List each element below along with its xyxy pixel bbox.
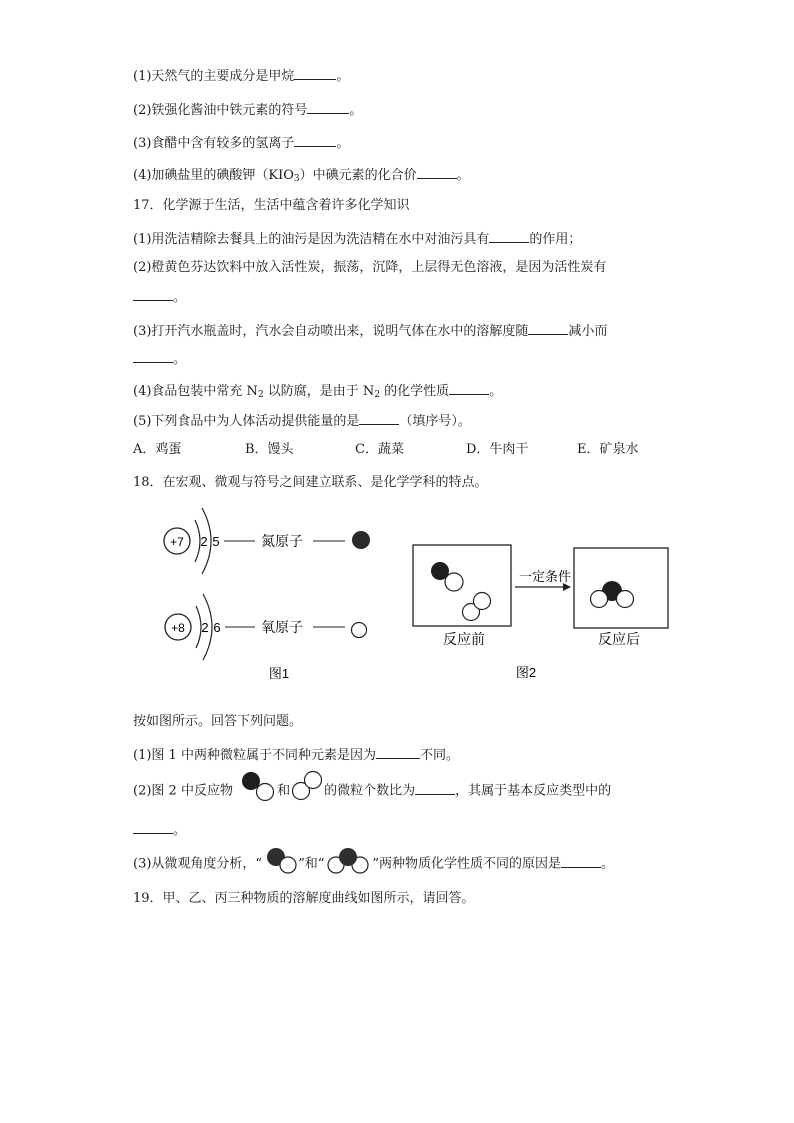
n-nucleus-label: +7 [170,535,184,549]
option-e[interactable]: E．矿泉水 [577,442,639,457]
answer-blank[interactable] [133,349,173,363]
period: 。 [173,352,187,367]
q18-s2-post: ，其属于基本反应类型中的 [455,783,612,799]
o-shell-1 [196,606,201,648]
q17-s3-pre: (3)打开汽水瓶盖时，汽水会自动喷出来，说明气体在水中的溶解度随 [133,324,529,339]
q16-line-4 [133,165,470,188]
answer-blank[interactable] [376,745,420,759]
subscript: 2 [257,390,264,400]
q19-stem: 19．甲、乙、丙三种物质的溶解度曲线如图所示，请回答。 [133,891,475,906]
q17-line-3 [133,321,607,341]
figure-2-caption: 图2 [515,665,537,680]
answer-blank[interactable] [449,381,489,395]
q17-line-2b [133,287,186,307]
q17-line-1 [133,229,581,249]
subscript: 3 [293,174,300,184]
q18-s1-pre: (1)图 1 中两种微粒属于不同种元素是因为 [133,748,376,763]
q16-l4-pre: (4)加碘盐里的碘酸钾（KIO [133,168,294,183]
before-label: 反应前 [443,631,485,647]
answer-blank[interactable] [561,854,601,868]
period: 。 [456,168,470,183]
answer-blank[interactable] [133,287,173,301]
option-b[interactable]: B．馒头 [245,442,294,457]
q18-s1-post: 不同。 [419,748,459,763]
period: 。 [336,136,350,151]
q17-line-3b [133,349,186,369]
no2-molecule-icon [324,847,372,875]
q16-line-3 [133,133,349,153]
period: 。 [173,290,187,305]
figure-1-caption: 图1 [268,666,290,681]
answer-blank[interactable] [417,165,457,179]
q18-stem: 18．在宏观、微观与符号之间建立联系、是化学学科的特点。 [133,475,488,490]
q16-l4-post: ）中碘元素的化合价 [299,168,417,183]
period: 。 [489,384,503,399]
answer-blank[interactable] [489,229,529,243]
o-atom [591,591,608,608]
q18-line-2b [133,820,186,840]
q18-s2-mid: 的微粒个数比为 [324,783,416,799]
q18-line-1 [133,745,459,765]
period: 。 [173,823,187,838]
period: 。 [336,69,350,84]
q16-l1-text: (1)天然气的主要成分是甲烷 [133,69,295,84]
option-c[interactable]: C．蔬菜 [355,442,404,457]
o-atom [474,593,491,610]
answer-blank[interactable] [415,781,455,795]
no-molecule-icon [237,770,277,802]
answer-blank[interactable] [359,411,399,425]
q17-s1-post: 的作用； [529,232,582,247]
q17-s4-c: 的化学性质 [380,384,450,399]
no-molecule-icon [262,847,298,875]
q17-line-5 [133,411,471,431]
q17-line-4 [133,381,502,404]
q18-s3-post: ”两种物质化学性质不同的原因是 [372,856,562,872]
o-atom [617,591,634,608]
period: 。 [349,103,363,118]
q16-l3-text: (3)食醋中含有较多的氢离子 [133,136,295,151]
q17-options [133,441,653,459]
n-atom-symbol [352,531,370,549]
answer-blank[interactable] [294,66,336,80]
q16-line-1 [133,66,349,86]
q18-s2-and: 和 [277,783,291,799]
q17-s1-pre: (1)用洗洁精除去餐具上的油污是因为洗洁精在水中对油污具有 [133,232,490,247]
q16-line-2 [133,100,362,120]
figure-2-reaction-diagram [405,540,673,690]
q18-s2-pre: (2)图 2 中反应物 [133,783,233,799]
arrow-head [563,583,571,591]
answer-blank[interactable] [133,820,173,834]
n-atom-label: 氮原子 [261,533,303,549]
answer-blank[interactable] [307,100,349,114]
n-shell-1-count: 2 [200,534,208,549]
q18-line-3 [133,853,614,875]
after-label: 反应后 [598,631,640,647]
o-shell-1-count: 2 [201,620,209,635]
q17-stem: 17．化学源于生活，生活中蕴含着许多化学知识 [133,198,410,213]
subscript: 2 [374,390,381,400]
n-shell-1 [195,520,200,562]
q17-s3-post: 减小而 [568,324,608,339]
o-shell-2-count: 6 [213,620,221,635]
q17-s4-b: 以防腐，是由于 N [263,384,375,399]
answer-blank[interactable] [528,321,568,335]
q17-line-2: (2)橙黄色芬达饮料中放入活性炭，振荡，沉降，上层得无色溶液，是因为活性炭有 [133,260,607,275]
q18-intro: 按如图所示。回答下列问题。 [133,714,303,729]
q17-s4-a: (4)食品包装中常充 N [133,384,258,399]
n-shell-2-count: 5 [212,534,220,549]
o-atom [445,573,463,591]
answer-blank[interactable] [294,133,336,147]
period: 。 [601,856,615,872]
option-d[interactable]: D．牛肉干 [466,442,529,457]
figure-1-atom-structures [150,496,395,691]
condition-label: 一定条件 [518,569,572,584]
o-atom-label: 氧原子 [261,619,303,635]
q18-s3-pre: (3)从微观角度分析，“ [133,856,263,872]
q18-s3-and: ”和“ [298,856,325,872]
o-nucleus-label: +8 [171,621,185,635]
q17-s5-post: （填序号）。 [399,414,471,429]
q18-line-2 [133,780,611,802]
q17-s5-pre: (5)下列食品中为人体活动提供能量的是 [133,414,360,429]
o-atom-symbol [352,623,367,638]
o2-molecule-icon [290,770,324,802]
option-a[interactable]: A．鸡蛋 [133,442,182,457]
q16-l2-text: (2)铁强化酱油中铁元素的符号 [133,103,308,118]
